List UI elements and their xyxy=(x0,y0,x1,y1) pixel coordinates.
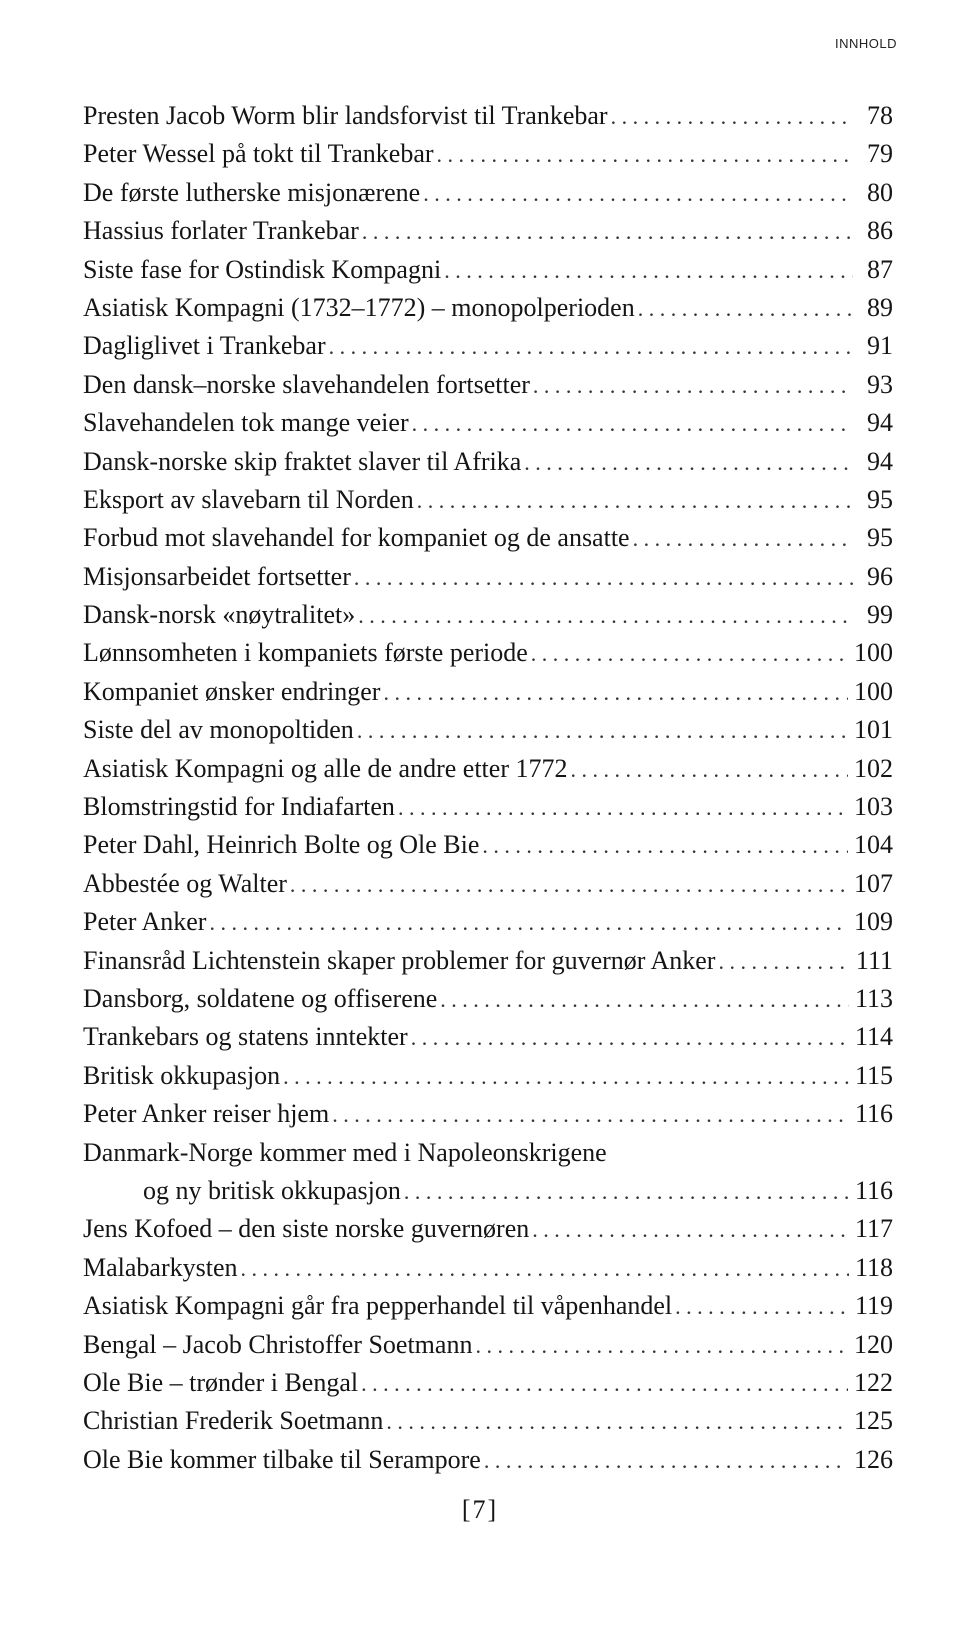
dot-leader xyxy=(437,135,853,174)
dot-leader xyxy=(611,97,853,136)
toc-entry-title: Den dansk–norske slavehandelen fortsetter xyxy=(83,369,530,399)
dot-leader xyxy=(209,903,848,942)
toc-entry-page: 119 xyxy=(854,1291,893,1321)
toc-entry-title: Dansborg, soldatene og offiserene xyxy=(83,983,438,1013)
toc-entry xyxy=(83,97,893,135)
dot-leader xyxy=(417,481,853,520)
toc-entry-title: Lønnsomheten i kompaniets første periode xyxy=(83,638,528,668)
dot-leader xyxy=(638,289,853,328)
toc-entry-title: Dansk-norske skip fraktet slaver til Afrika xyxy=(83,446,522,476)
toc-entry xyxy=(83,1249,893,1287)
toc-entry-title: og ny britisk okkupasjon xyxy=(143,1175,401,1205)
toc-entry-page: 120 xyxy=(854,1329,893,1359)
toc-entry-page: 116 xyxy=(854,1175,893,1205)
dot-leader xyxy=(404,1172,849,1211)
dot-leader xyxy=(524,443,853,482)
toc-entry xyxy=(83,443,893,481)
toc-entry xyxy=(83,1018,893,1056)
page-number: [7] xyxy=(461,1495,499,1524)
dot-leader xyxy=(533,366,853,405)
toc-entry-title: Peter Dahl, Heinrich Bolte og Ole Bie xyxy=(83,830,480,860)
dot-leader xyxy=(718,942,849,981)
toc-entry-title: Blomstringstid for Indiafarten xyxy=(83,792,395,822)
toc-entry-page: 100 xyxy=(854,638,893,668)
toc-entry xyxy=(83,1287,893,1325)
toc-entry xyxy=(83,135,893,173)
toc-entry xyxy=(83,366,893,404)
toc-entry-page: 94 xyxy=(867,408,893,438)
dot-leader xyxy=(484,1441,848,1480)
toc-entry-title: Asiatisk Kompagni og alle de andre etter 1772 xyxy=(83,753,568,783)
toc-entry-page: 100 xyxy=(854,676,893,706)
toc-entry-title: Bengal – Jacob Christoffer Soetmann xyxy=(83,1329,473,1359)
dot-leader xyxy=(398,788,848,827)
toc-entry-title: Presten Jacob Worm blir landsforvist til Trankebar xyxy=(83,101,608,130)
toc-entry-page: 117 xyxy=(854,1214,893,1244)
toc-entry-page: 118 xyxy=(854,1252,893,1282)
toc-entry-title: Britisk okkupasjon xyxy=(83,1060,281,1090)
toc-entry-page: 101 xyxy=(854,715,893,745)
toc-entry-title: Ole Bie – trønder i Bengal xyxy=(83,1367,359,1397)
toc-entry xyxy=(83,174,893,212)
dot-leader xyxy=(633,519,853,558)
dot-leader xyxy=(354,558,853,597)
toc-entry-page: 115 xyxy=(854,1060,893,1090)
toc-entry xyxy=(83,1402,893,1440)
toc-entry-page: 125 xyxy=(854,1406,893,1436)
toc-entry-page: 116 xyxy=(854,1099,893,1129)
toc-entry-title: Trankebars og statens inntekter xyxy=(83,1022,408,1052)
dot-leader xyxy=(444,251,853,290)
toc-entry-page: 95 xyxy=(867,484,893,514)
toc-entry-page: 94 xyxy=(867,446,893,476)
toc-entry xyxy=(83,481,893,519)
toc-entry-page: 111 xyxy=(855,945,893,975)
toc-entry-title: Peter Anker xyxy=(83,907,207,937)
toc-entry xyxy=(83,404,893,442)
toc-entry-title: Christian Frederik Soetmann xyxy=(83,1406,384,1436)
dot-leader xyxy=(532,1210,849,1249)
toc-entry xyxy=(83,711,893,749)
toc-entry-continuation xyxy=(83,1172,893,1210)
toc-entry-title: Misjonsarbeidet fortsetter xyxy=(83,561,351,591)
toc-entry-page: 87 xyxy=(867,254,893,284)
dot-leader xyxy=(411,1018,849,1057)
toc-entry-page: 86 xyxy=(867,216,893,246)
toc-entry xyxy=(83,826,893,864)
toc-entry-title: Dansk-norsk «nøytralitet» xyxy=(83,600,356,630)
dot-leader xyxy=(332,1095,849,1134)
toc-entry xyxy=(83,788,893,826)
toc-entry-title: Peter Wessel på tokt til Trankebar xyxy=(83,139,434,169)
toc-entry-page: 95 xyxy=(867,523,893,553)
toc-entry xyxy=(83,1134,893,1172)
toc-entry-title: Peter Anker reiser hjem xyxy=(83,1099,330,1129)
table-of-contents xyxy=(83,97,893,1479)
dot-leader xyxy=(423,174,853,213)
toc-entry-title: Jens Kofoed – den siste norske guvernøren xyxy=(83,1214,530,1244)
dot-leader xyxy=(475,1326,848,1365)
toc-entry-title: Siste del av monopoltiden xyxy=(83,715,354,745)
toc-entry-page: 122 xyxy=(854,1367,893,1397)
dot-leader xyxy=(361,1364,848,1403)
toc-entry-page: 107 xyxy=(854,868,893,898)
toc-entry-page: 109 xyxy=(854,907,893,937)
toc-entry xyxy=(83,1210,893,1248)
dot-leader xyxy=(358,596,853,635)
running-head: INNHOLD xyxy=(834,36,897,51)
toc-entry xyxy=(83,673,893,711)
dot-leader xyxy=(570,750,848,789)
toc-entry xyxy=(83,942,893,980)
toc-entry xyxy=(83,596,893,634)
toc-entry-title: Abbestée og Walter xyxy=(83,868,287,898)
dot-leader xyxy=(357,711,848,750)
toc-entry-title: Kompaniet ønsker endringer xyxy=(83,676,381,706)
toc-entry-title: De første lutherske misjonærene xyxy=(83,177,421,207)
toc-entry xyxy=(83,251,893,289)
toc-entry xyxy=(83,1057,893,1095)
toc-entry-title: Dagliglivet i Trankebar xyxy=(83,331,326,361)
dot-leader xyxy=(675,1287,849,1326)
toc-entry-page: 99 xyxy=(867,600,893,630)
toc-entry-title: Slavehandelen tok mange veier xyxy=(83,408,409,438)
dot-leader xyxy=(241,1249,849,1288)
toc-entry xyxy=(83,750,893,788)
toc-entry-page: 93 xyxy=(867,369,893,399)
dot-leader xyxy=(440,980,849,1019)
toc-entry-page: 96 xyxy=(867,561,893,591)
toc-entry-title: Finansråd Lichtenstein skaper problemer for guvernør Anker xyxy=(83,945,716,975)
toc-entry xyxy=(83,903,893,941)
toc-entry xyxy=(83,519,893,557)
toc-entry-title: Eksport av slavebarn til Norden xyxy=(83,484,414,514)
toc-entry xyxy=(83,865,893,903)
toc-entry-page: 113 xyxy=(854,983,893,1013)
toc-entry-page: 114 xyxy=(854,1022,893,1052)
toc-entry-page: 91 xyxy=(867,331,893,361)
toc-entry xyxy=(83,634,893,672)
toc-entry xyxy=(83,212,893,250)
dot-leader xyxy=(283,1057,849,1096)
toc-entry-page: 102 xyxy=(854,753,893,783)
toc-entry-title: Hassius forlater Trankebar xyxy=(83,216,359,246)
toc-entry-title: Siste fase for Ostindisk Kompagni xyxy=(83,254,442,284)
dot-leader xyxy=(362,212,853,251)
toc-entry-page: 79 xyxy=(867,139,893,169)
toc-entry xyxy=(83,327,893,365)
toc-entry xyxy=(83,289,893,327)
toc-entry xyxy=(83,1326,893,1364)
toc-entry-page: 89 xyxy=(867,292,893,322)
dot-leader xyxy=(329,327,853,366)
dot-leader xyxy=(412,404,853,443)
dot-leader xyxy=(383,673,848,712)
toc-entry xyxy=(83,1095,893,1133)
dot-leader xyxy=(531,634,848,673)
toc-entry-page: 103 xyxy=(854,792,893,822)
dot-leader xyxy=(386,1402,848,1441)
toc-entry xyxy=(83,980,893,1018)
toc-entry-page: 78 xyxy=(867,101,893,130)
toc-entry-title: Asiatisk Kompagni går fra pepperhandel til våpenhandel xyxy=(83,1291,673,1321)
toc-entry-title: Forbud mot slavehandel for kompaniet og de ansatte xyxy=(83,523,630,553)
toc-entry xyxy=(83,1364,893,1402)
toc-entry xyxy=(83,1441,893,1479)
toc-entry xyxy=(83,558,893,596)
dot-leader xyxy=(482,826,848,865)
dot-leader xyxy=(290,865,848,904)
toc-entry-page: 80 xyxy=(867,177,893,207)
toc-entry-page: 104 xyxy=(854,830,893,860)
toc-entry-title: Asiatisk Kompagni (1732–1772) – monopolperioden xyxy=(83,292,635,322)
toc-entry-title: Danmark-Norge kommer med i Napoleonskrigene xyxy=(83,1137,607,1167)
toc-entry-title: Ole Bie kommer tilbake til Serampore xyxy=(83,1444,481,1474)
toc-entry-title: Malabarkysten xyxy=(83,1252,238,1282)
toc-entry-page: 126 xyxy=(854,1444,893,1474)
